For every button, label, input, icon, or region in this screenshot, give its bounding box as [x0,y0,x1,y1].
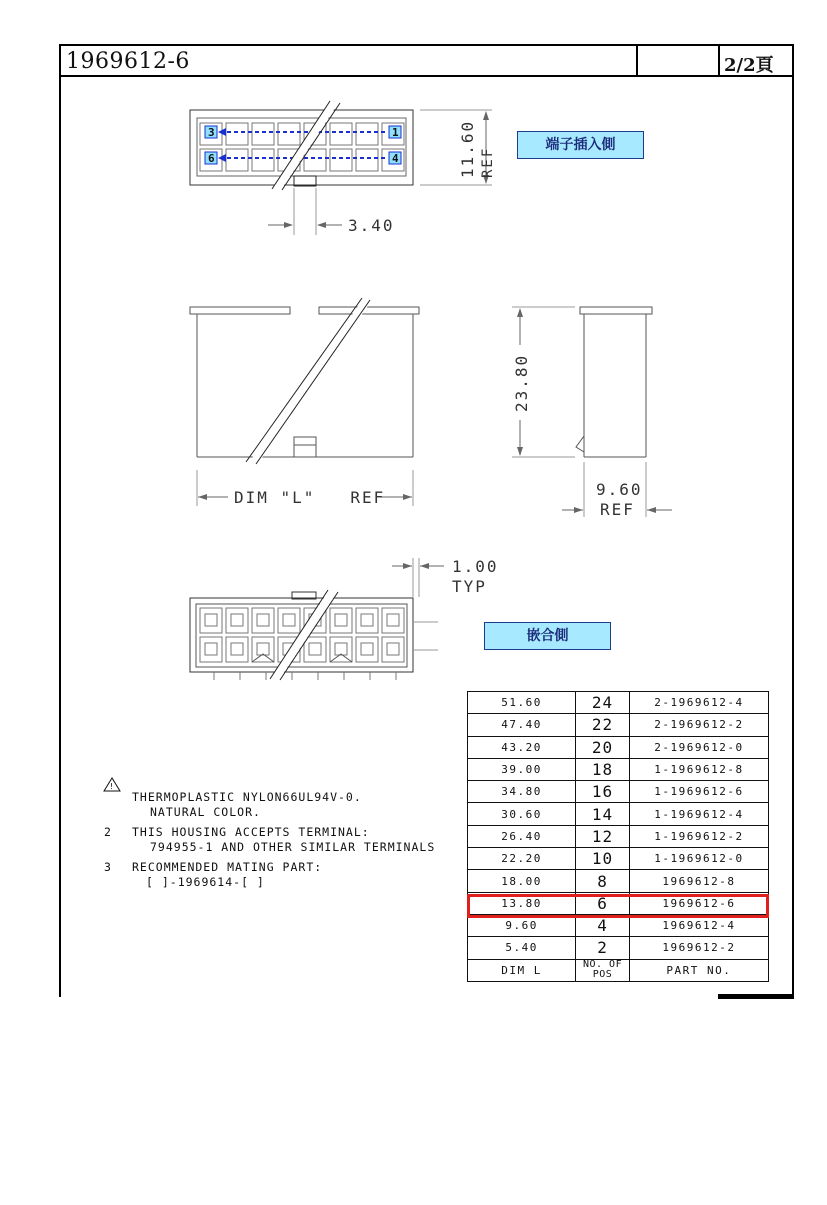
page-number: 2/2頁 [724,55,774,76]
cell-part-no: 1-1969612-0 [629,848,768,870]
cell-positions: 6 [576,892,630,914]
table-row [468,736,769,758]
cell-part-no: 1969612-4 [629,914,768,936]
cell-positions: 18 [576,758,630,780]
cell-part-no: 1969612-6 [629,892,768,914]
dim-wall: 1.00 [452,557,499,576]
header-positions-line2: POS [592,969,613,981]
notes [104,774,435,906]
cell-part-no: 1-1969612-4 [629,803,768,825]
cell-dim-l: 5.40 [468,937,576,959]
cell-dim-l: 18.00 [468,870,576,892]
cell-dim-l: 34.80 [468,781,576,803]
side-view [512,307,672,517]
cell-positions: 12 [576,825,630,847]
table-row [468,803,769,825]
note-2-number: 2 [104,824,112,839]
table-header-row [468,959,769,981]
mating-view [190,558,444,680]
note-3: RECOMMENDED MATING PART: [132,859,323,874]
dim-wall-suffix: TYP [452,577,487,596]
cell-dim-l: 22.20 [468,848,576,870]
note-3-cont: [ ]-1969614-[ ] [146,875,265,889]
cell-part-no: 1-1969612-8 [629,758,768,780]
table-row [468,937,769,959]
dim-height-ref-suffix: REF [480,146,496,178]
table-row [468,825,769,847]
part-number-title: 1969612-6 [66,49,190,74]
top-view [190,101,492,235]
svg-text:!: ! [109,782,114,791]
table-row [468,714,769,736]
cell-part-no: 1969612-2 [629,937,768,959]
mating-side-label: 嵌合側 [484,622,611,650]
part-number-table [467,691,769,982]
note-1-cont: NATURAL COLOR. [150,805,261,819]
cell-positions: 20 [576,736,630,758]
pin-label-3: 3 [208,126,215,139]
cell-positions: 22 [576,714,630,736]
note-3-number: 3 [104,859,112,874]
note-2: THIS HOUSING ACCEPTS TERMINAL: [132,824,370,839]
cell-positions: 16 [576,781,630,803]
cell-positions: 2 [576,937,630,959]
header-positions-line1: NO. OF [582,959,623,971]
header-dim-l: DIM L [468,959,576,981]
selected-row-highlight [467,894,769,918]
note-2-cont: 794955-1 AND OTHER SIMILAR TERMINALS [150,840,436,854]
pin-label-1: 1 [392,126,399,139]
cell-dim-l: 47.40 [468,714,576,736]
dim-width: 9.60 [596,480,643,499]
dim-pitch: 3.40 [348,216,395,235]
insert-side-label: 端子插入側 [517,131,644,159]
table-row [468,758,769,780]
cell-part-no: 2-1969612-0 [629,736,768,758]
cell-dim-l: 43.20 [468,736,576,758]
pin-label-6: 6 [208,152,215,165]
dim-width-suffix: REF [600,500,635,519]
table-row [468,692,769,714]
header-positions [576,959,630,981]
table-row [468,848,769,870]
cell-dim-l: 13.80 [468,892,576,914]
cell-dim-l: 9.60 [468,914,576,936]
pin-label-4: 4 [392,152,399,165]
dim-height: 23.80 [512,353,531,412]
cell-positions: 14 [576,803,630,825]
cell-dim-l: 30.60 [468,803,576,825]
cell-part-no: 2-1969612-4 [629,692,768,714]
cell-positions: 4 [576,914,630,936]
cell-dim-l: 51.60 [468,692,576,714]
note-1: THERMOPLASTIC NYLON66UL94V-0. [132,789,362,804]
cell-positions: 24 [576,692,630,714]
cell-part-no: 1-1969612-2 [629,825,768,847]
cell-part-no: 1-1969612-6 [629,781,768,803]
cell-part-no: 1969612-8 [629,870,768,892]
cell-positions: 8 [576,870,630,892]
cell-dim-l: 39.00 [468,758,576,780]
front-view [190,296,419,506]
dim-height-ref: 11.60 [458,119,477,178]
table-row [468,870,769,892]
cell-positions: 10 [576,848,630,870]
table-row [468,781,769,803]
cell-dim-l: 26.40 [468,825,576,847]
header-part-no: PART NO. [629,959,768,981]
cell-part-no: 2-1969612-2 [629,714,768,736]
dim-length-label: DIM "L" REF [234,488,386,507]
